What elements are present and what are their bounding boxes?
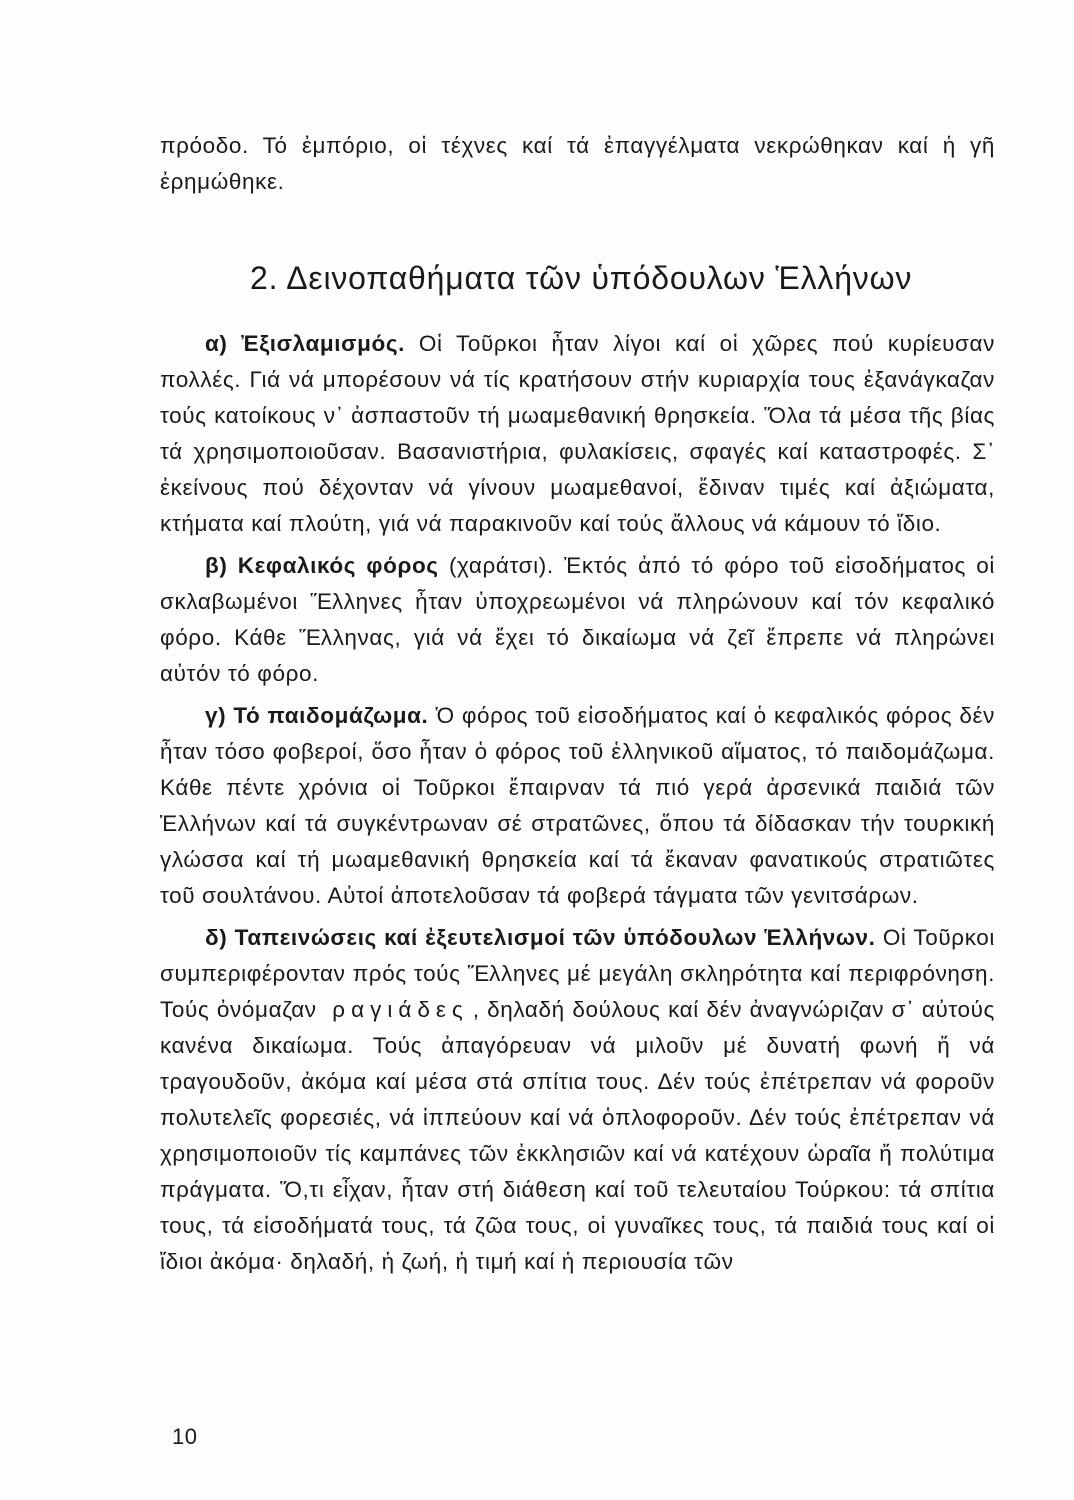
- section-b-title: β) Κεφαλικός φόρος: [205, 553, 439, 578]
- page-number: 10: [172, 1424, 198, 1449]
- section-d-body-start: Οἱ Τοῦρκοι συμπεριφέρονταν πρός τούς Ἕλληνες μέ μεγάλη σκληρότητα καί περιφρόνηση. Τούς ὀνόμαζαν: [160, 925, 995, 1022]
- section-d-spaced-term: ραγιάδες: [332, 997, 469, 1022]
- page-content: [160, 128, 995, 1286]
- section-a-body: Οἱ Τοῦρκοι ἦταν λίγοι καί οἱ χῶρες πού κυρίευσαν πολλές. Γιά νά μπορέσουν νά τίς κρατήσουν στήν κυριαρχία τους ἐξανάγκαζαν τούς κατοίκους ν᾽ ἀσπαστοῦν τή μωαμεθανική θρησκεία. Ὅλα τά μέσα τῆς βίας τά χρησιμοποιοῦσαν. Βασανιστήρια, φυλακίσεις, σφαγές καί καταστροφές. Σ᾽ ἐκείνους πού δέχονταν νά γίνουν μωαμεθανοί, ἔδιναν τιμές καί ἀξιώματα, κτήματα καί πλούτη, γιά νά παρακινοῦν καί τούς ἄλλους νά κάμουν τό ἴδιο.: [160, 331, 996, 536]
- section-c-body: Ὁ φόρος τοῦ εἰσοδήματος καί ὁ κεφαλικός φόρος δέν ἦταν τόσο φοβεροί, ὅσο ἦταν ὁ φόρος τοῦ ἑλληνικοῦ αἵματος, τό παιδομάζωμα. Κάθε πέντε χρόνια οἱ Τοῦρκοι ἔπαιρναν τά πιό γερά ἀρσενικά παιδιά τῶν Ἑλλήνων καί τά συγκέντρωναν σέ στρατῶνες, ὅπου τά δίδασκαν τήν τουρκική γλώσσα καί τή μωαμεθανική θρησκεία καί τά ἔκαναν φανατικούς στρατιῶτες τοῦ σουλτάνου. Αὐτοί ἀποτελοῦσαν τά φοβερά τάγματα τῶν γενιτσάρων.: [160, 703, 995, 908]
- section-c-title: γ) Τό παιδομάζωμα.: [205, 703, 429, 728]
- section-d-title: δ) Ταπεινώσεις καί ἐξευτελισμοί τῶν ὑπόδουλων Ἑλλήνων.: [205, 925, 876, 950]
- intro-paragraph: πρόοδο. Τό ἐμπόριο, οἱ τέχνες καί τά ἐπαγγέλματα νεκρώθηκαν καί ἡ γῆ ἐρημώθηκε.: [160, 133, 995, 194]
- section-b-paragraph: [160, 548, 995, 692]
- section-d-paragraph: [160, 920, 995, 1280]
- section-a-paragraph: [160, 326, 995, 542]
- section-b-body: (χαράτσι). Ἐκτός ἀπό τό φόρο τοῦ εἰσοδήματος οἱ σκλαβωμένοι Ἕλληνες ἦταν ὑποχρεωμένοι νά πληρώνουν καί τόν κεφαλικό φόρο. Κάθε Ἕλληνας, γιά νά ἔχει τό δικαίωμα νά ζεῖ ἔπρεπε νά πληρώνει αὐτόν τό φόρο.: [160, 553, 995, 686]
- section-c-paragraph: [160, 698, 995, 914]
- section-d-body-end: , δηλαδή δούλους καί δέν ἀναγνώριζαν σ᾽ αὐτούς κανένα δικαίωμα. Τούς ἀπαγόρευαν νά μιλοῦν μέ δυνατή φωνή ἤ νά τραγουδοῦν, ἀκόμα καί μέσα στά σπίτια τους. Δέν τούς ἐπέτρεπαν νά φοροῦν πολυτελεῖς φορεσιές, νά ἱππεύουν καί νά ὁπλοφοροῦν. Δέν τούς ἐπέτρεπαν νά χρησιμοποιοῦν τίς καμπάνες τῶν ἐκκλησιῶν καί νά κατέχουν ὡραῖα ἤ πολύτιμα πράγματα. Ὅ,τι εἶχαν, ἦταν στή διάθεση καί τοῦ τελευταίου Τούρκου: τά σπίτια τους, τά εἰσοδήματά τους, τά ζῶα τους, οἱ γυναῖκες τους, τά παιδιά τους καί οἱ ἴδιοι ἀκόμα· δηλαδή, ἡ ζωή, ἡ τιμή καί ἡ περιουσία τῶν: [160, 997, 995, 1274]
- section-heading: 2. Δεινοπαθήματα τῶν ὑπόδουλων Ἑλλήνων: [250, 260, 913, 296]
- section-a-title: α) Ἐξισλαμισμός.: [205, 331, 405, 356]
